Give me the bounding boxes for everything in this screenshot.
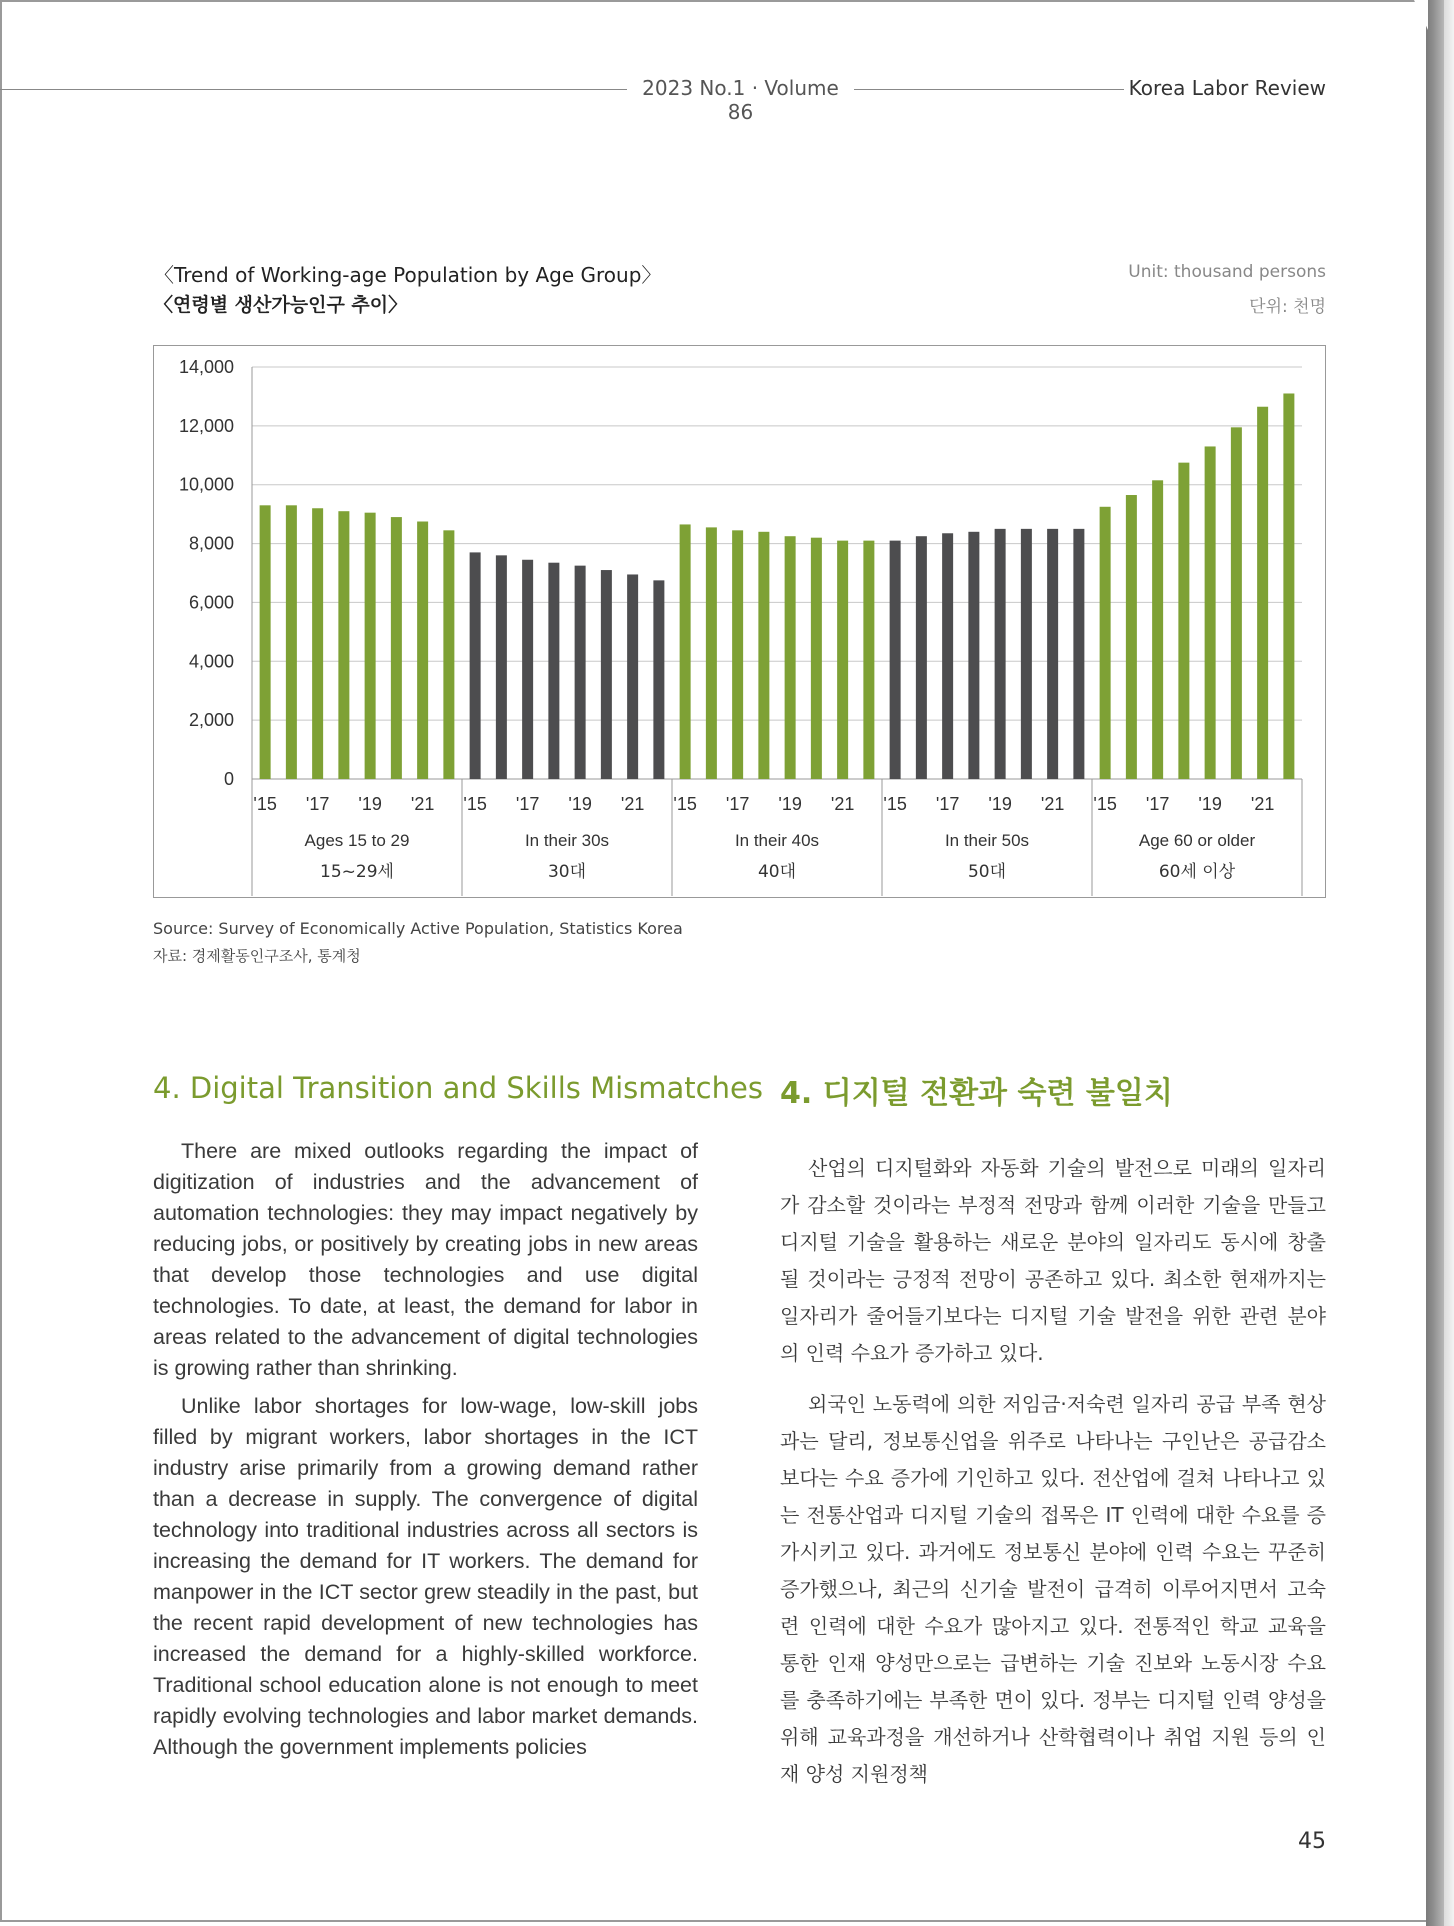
x-tick-label: '15	[463, 794, 487, 814]
y-tick-label: 6,000	[188, 592, 234, 613]
chart-unit-ko: 단위: 천명	[1249, 297, 1326, 317]
bar	[811, 538, 822, 779]
bar	[680, 524, 691, 779]
x-tick-label: '21	[410, 794, 435, 814]
bar	[732, 530, 743, 779]
x-tick-label: '17	[305, 794, 330, 814]
bar	[470, 552, 481, 779]
group-label-en: Age 60 or older	[1138, 831, 1256, 850]
bar	[890, 541, 901, 779]
bar	[443, 530, 454, 779]
bar	[365, 513, 376, 779]
x-tick-label: '17	[935, 794, 960, 814]
x-tick-label: '15	[883, 794, 907, 814]
bar	[863, 541, 874, 779]
header-rule-left	[0, 89, 627, 90]
bar	[260, 505, 271, 779]
page-number: 45	[1298, 1829, 1326, 1854]
chart-title-ko: 〈연령별 생산가능인구 추이〉	[154, 294, 408, 316]
bar	[627, 574, 638, 779]
paragraph-ko: 산업의 디지털화와 자동화 기술의 발전으로 미래의 일자리가 감소할 것이라는 부정적 전망과 함께 이러한 기술을 만들고 디지털 기술을 활용하는 새로운 분야의 일자리도 동시에 창출될 것이라는 긍정적 전망이 공존하고 있다. 최소한 현재까지는 일자리가 줄어들기보다는 디지털 기술 발전을 위한 관련 분야의 인력 수요가 증가하고 있다.	[780, 1156, 1326, 1365]
bar	[522, 560, 533, 779]
bar	[601, 570, 612, 779]
bar	[548, 563, 559, 779]
x-tick-label: '15	[673, 794, 697, 814]
bar	[706, 527, 717, 779]
x-tick-label: '17	[725, 794, 750, 814]
bar	[653, 580, 664, 779]
bar	[1205, 446, 1216, 779]
bar	[916, 536, 927, 779]
paragraph-en: Unlike labor shortages for low-wage, low-skill jobs filled by migrant workers, labor shortages in the ICT industry arise primarily from a growing demand rather than a decrease in supply. The convergence of digital technology into traditional industries across all sectors is increasing the demand for IT workers. The demand for manpower in the ICT sector grew steadily in the past, but the recent rapid development of new technologies has increased the demand for a highly-skilled workforce. Traditional school education alone is not enough to meet rapidly evolving technologies and labor market demands. Although the government implements policies	[153, 1394, 698, 1759]
y-tick-label: 2,000	[188, 710, 234, 731]
bar	[391, 517, 402, 779]
bar	[968, 532, 979, 779]
bar	[1100, 507, 1111, 779]
bar	[1152, 480, 1163, 779]
y-tick-label: 12,000	[178, 415, 234, 436]
x-tick-label: '17	[1145, 794, 1170, 814]
x-tick-label: '15	[1093, 794, 1117, 814]
bar	[942, 533, 953, 779]
group-label-ko: 15~29세	[320, 862, 394, 882]
y-tick-label: 10,000	[178, 474, 234, 495]
x-tick-label: '19	[988, 794, 1012, 814]
source-en: Source: Survey of Economically Active Population, Statistics Korea	[153, 919, 683, 938]
y-tick-label: 4,000	[188, 651, 234, 672]
bar	[1231, 427, 1242, 779]
bar	[785, 536, 796, 779]
group-label-en: Ages 15 to 29	[304, 831, 410, 850]
group-label-en: In their 40s	[734, 831, 820, 850]
y-tick-label: 8,000	[188, 533, 234, 554]
article-column-en	[153, 1136, 698, 1770]
group-label-en: In their 50s	[944, 831, 1030, 850]
bar	[312, 508, 323, 779]
paragraph-en: There are mixed outlooks regarding the impact of digitization of industries and the advancement of automation technologies: they may impact negatively by reducing jobs, or positively by creating jobs in new areas that develop those technologies and use digital technologies. To date, at least, the demand for labor in areas related to the advancement of digital technologies is growing rather than shrinking.	[153, 1139, 698, 1380]
group-label-en: In their 30s	[524, 831, 610, 850]
group-label-ko: 30대	[547, 862, 587, 882]
page-edge	[1426, 0, 1444, 1926]
paragraph-ko: 외국인 노동력에 의한 저임금·저숙련 일자리 공급 부족 현상과는 달리, 정보통신업을 위주로 나타나는 구인난은 공급감소보다는 수요 증가에 기인하고 있다. 전산업에 걸쳐 나타나고 있는 전통산업과 디지털 기술의 접목은 IT 인력에 대한 수요를 증가시키고 있다. 과거에도 정보통신 분야에 인력 수요는 꾸준히 증가했으나, 최근의 신기술 발전이 급격히 이루어지면서 고숙련 인력에 대한 수요가 많아지고 있다. 전통적인 학교 교육을 통한 인재 양성만으로는 급변하는 기술 진보와 노동시장 수요를 충족하기에는 부족한 면이 있다. 정부는 디지털 인력 양성을 위해 교육과정을 개선하거나 산학협력이나 취업 지원 등의 인재 양성 지원정책	[780, 1392, 1326, 1786]
source-ko: 자료: 경제활동인구조사, 통계청	[153, 947, 361, 965]
bar	[758, 532, 769, 779]
bar	[1126, 495, 1137, 779]
x-tick-label: '21	[1040, 794, 1065, 814]
section-heading-en: 4. Digital Transition and Skills Mismatches	[153, 1071, 763, 1105]
bar	[1283, 393, 1294, 779]
x-tick-label: '21	[620, 794, 645, 814]
x-tick-label: '19	[778, 794, 802, 814]
bar	[1021, 529, 1032, 779]
journal-name: Korea Labor Review	[1128, 76, 1326, 100]
y-tick-label: 14,000	[178, 357, 234, 377]
bar	[496, 555, 507, 779]
group-label-ko: 50대	[967, 862, 1007, 882]
bar-chart	[153, 345, 1326, 898]
chart-canvas	[154, 346, 1324, 896]
bar	[417, 522, 428, 780]
x-tick-label: '15	[253, 794, 277, 814]
chart-title-en: 〈Trend of Working-age Population by Age Group〉	[154, 263, 662, 287]
x-tick-label: '21	[1250, 794, 1275, 814]
group-label-ko: 60세 이상	[1158, 862, 1236, 882]
bar	[995, 529, 1006, 779]
article-column-ko	[780, 1150, 1326, 1807]
page-edge-highlight	[1444, 0, 1454, 1926]
bar	[575, 566, 586, 779]
bar	[286, 505, 297, 779]
x-tick-label: '17	[515, 794, 540, 814]
x-tick-label: '21	[830, 794, 855, 814]
bar	[338, 511, 349, 779]
bar	[1178, 463, 1189, 779]
bar	[1257, 407, 1268, 779]
x-tick-label: '19	[358, 794, 382, 814]
section-heading-ko: 4. 디지털 전환과 숙련 불일치	[780, 1076, 1173, 1111]
issue-label: 2023 No.1 · Volume 86	[642, 76, 839, 124]
bar	[1047, 529, 1058, 779]
header-rule-right	[854, 89, 1124, 90]
bar	[1073, 529, 1084, 779]
x-tick-label: '19	[568, 794, 592, 814]
bar	[837, 541, 848, 779]
chart-unit-en: Unit: thousand persons	[1128, 262, 1326, 282]
group-label-ko: 40대	[757, 862, 797, 882]
page-corner-curl	[1414, 0, 1428, 30]
y-tick-label: 0	[223, 769, 234, 789]
x-tick-label: '19	[1198, 794, 1222, 814]
